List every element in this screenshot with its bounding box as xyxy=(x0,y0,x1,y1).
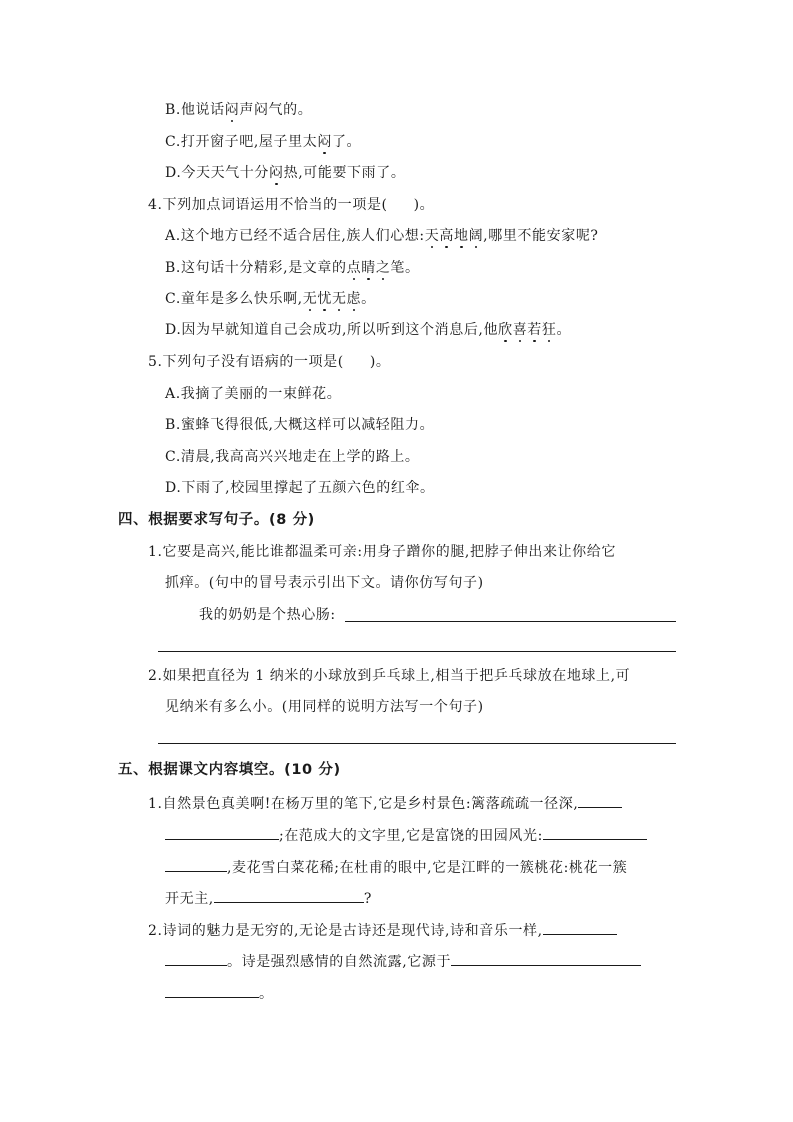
emphasis-char: 地 xyxy=(453,228,469,244)
emphasis-char: 天 xyxy=(424,228,440,244)
s5-q2-line1 xyxy=(148,919,617,940)
emphasis-char: 点 xyxy=(346,260,362,276)
text: 笔。 xyxy=(390,260,420,276)
fill-blank[interactable] xyxy=(165,950,227,966)
answer-line[interactable] xyxy=(158,743,676,744)
s5-q2-line3 xyxy=(165,982,274,1003)
text: D.因为早就知道自己会成功,所以听到这个消息后,他 xyxy=(165,322,499,338)
s4-q1-line2: 抓痒。(句中的冒号表示引出下文。请你仿写句子) xyxy=(165,575,484,591)
text: 开无主, xyxy=(165,891,214,907)
q4-option-c xyxy=(165,290,376,308)
answer-line[interactable] xyxy=(345,621,676,622)
text: )。 xyxy=(413,197,435,213)
s5-q2-line2 xyxy=(165,950,641,971)
fill-blank[interactable] xyxy=(543,824,647,840)
fill-blank[interactable] xyxy=(543,919,617,935)
fill-blank[interactable] xyxy=(451,950,641,966)
emphasis-char: 欣 xyxy=(498,322,513,338)
q3-option-d xyxy=(165,164,405,182)
text: )。 xyxy=(369,354,391,370)
text: 。 xyxy=(361,291,376,307)
q3-option-c xyxy=(165,133,361,151)
emphasis-char: 若 xyxy=(527,322,542,338)
text: 。 xyxy=(259,986,274,1002)
q4-option-d xyxy=(165,321,571,339)
text: 。诗是强烈感情的自然流露,它源于 xyxy=(227,954,452,970)
s5-q1-line4 xyxy=(165,887,372,908)
emphasis-char: 闷 xyxy=(317,134,332,150)
emphasis-char: 睛 xyxy=(361,260,376,276)
q4-option-b xyxy=(165,259,420,277)
text: B.这句话十分精彩,是文章的 xyxy=(165,260,347,276)
text: C.打开窗子吧,屋子里太 xyxy=(165,134,318,150)
text: D.今天天气十分 xyxy=(165,165,269,181)
fill-blank[interactable] xyxy=(578,792,622,808)
s4-q2-line2: 见纳米有多么小。(用同样的说明方法写一个句子) xyxy=(165,699,484,715)
text: 热,可能要下雨了。 xyxy=(283,165,406,181)
emphasis-char: 虑 xyxy=(346,291,362,307)
text: ,哪里不能安家呢? xyxy=(483,228,599,244)
text: B.他说话 xyxy=(165,102,225,118)
emphasis-char: 喜 xyxy=(512,322,528,338)
emphasis-char: 无 xyxy=(331,291,347,307)
fill-blank[interactable] xyxy=(165,982,259,998)
emphasis-char: 忧 xyxy=(317,291,332,307)
emphasis-char: 高 xyxy=(439,228,454,244)
s5-q1-line3 xyxy=(165,856,627,877)
q4-stem xyxy=(148,196,434,214)
q4-option-a xyxy=(165,227,599,245)
emphasis-char: 阔 xyxy=(468,228,484,244)
answer-line[interactable] xyxy=(158,651,676,652)
emphasis-char: 之 xyxy=(375,260,391,276)
section4-heading: 四、根据要求写句子。(8 分) xyxy=(118,512,315,528)
s5-q1-line1 xyxy=(148,792,622,813)
text: 5.下列句子没有语病的一项是( xyxy=(148,354,344,370)
q5-option-c: C.清晨,我高高兴兴地走在上学的路上。 xyxy=(165,449,420,465)
q5-option-a: A.我摘了美丽的一束鲜花。 xyxy=(165,386,342,402)
s4-q1-line1: 1.它要是高兴,能比谁都温柔可亲:用身子蹭你的腿,把脖子伸出来让你给它 xyxy=(148,544,616,560)
fill-blank[interactable] xyxy=(165,856,227,872)
text: ;在范成大的文字里,它是富饶的田园风光: xyxy=(279,828,543,844)
emphasis-char: 无 xyxy=(302,291,318,307)
fill-blank[interactable] xyxy=(214,887,364,903)
q3-option-b xyxy=(165,101,312,119)
text: 2.诗词的魅力是无穷的,无论是古诗还是现代诗,诗和音乐一样, xyxy=(148,923,543,939)
q5-option-b: B.蜜蜂飞得很低,大概这样可以减轻阻力。 xyxy=(165,417,435,433)
text: ? xyxy=(363,891,372,907)
q5-option-d: D.下雨了,校园里撑起了五颜六色的红伞。 xyxy=(165,480,435,496)
text: 。 xyxy=(556,322,572,338)
section5-heading: 五、根据课文内容填空。(10 分) xyxy=(118,762,341,778)
fill-blank[interactable] xyxy=(165,824,279,840)
text: 声闷气的。 xyxy=(239,102,313,118)
emphasis-char: 狂 xyxy=(541,322,557,338)
emphasis-char: 闷 xyxy=(268,165,284,181)
text: A.这个地方已经不适合居住,族人们心想: xyxy=(165,228,425,244)
s4-q1-prompt: 我的奶奶是个热心肠: xyxy=(199,607,336,623)
q5-stem xyxy=(148,353,391,371)
text: 1.自然景色真美啊!在杨万里的笔下,它是乡村景色:篱落疏疏一径深, xyxy=(148,796,579,812)
s5-q1-line2 xyxy=(165,824,647,845)
s4-q2-line1: 2.如果把直径为 1 纳米的小球放到乒乓球上,相当于把乒乓球放在地球上,可 xyxy=(148,668,631,684)
text: C.童年是多么快乐啊, xyxy=(165,291,303,307)
text: ,麦花雪白菜花稀;在杜甫的眼中,它是江畔的一簇桃花:桃花一簇 xyxy=(227,860,628,876)
text: 4.下列加点词语运用不恰当的一项是( xyxy=(148,197,388,213)
text: 了。 xyxy=(331,134,362,150)
emphasis-char: 闷 xyxy=(224,102,240,118)
